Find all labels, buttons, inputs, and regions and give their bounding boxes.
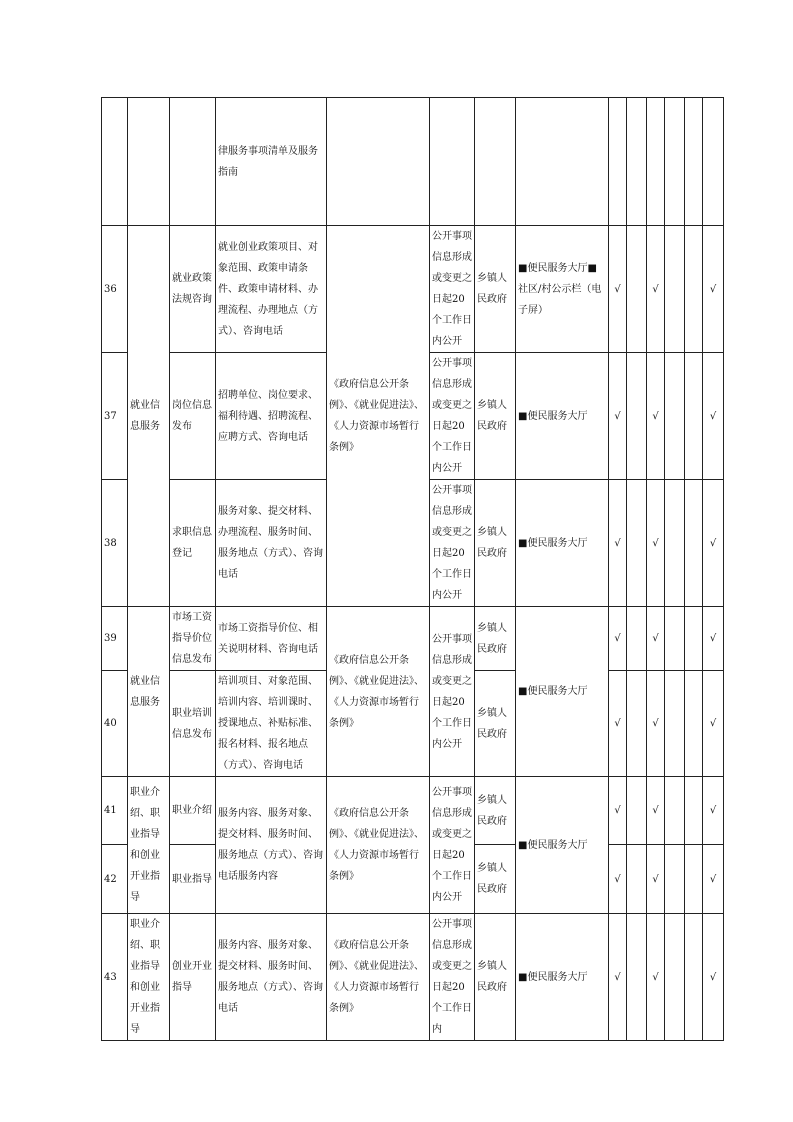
time-cell: 公开事项信息形成或变更之日起20个工作日内公开	[430, 777, 475, 914]
content-cell: 就业创业政策项目、对象范围、政策申请条件、政策申请材料、办理流程、办理地点（方式）、咨询电话	[216, 226, 327, 353]
item-cell: 岗位信息发布	[170, 353, 216, 480]
basis-cell: 《政府信息公开条例》、《就业促进法》、《人力资源市场暂行条例》	[327, 914, 430, 1041]
category-cell: 职业介绍、职业指导和创业开业指导	[128, 777, 170, 914]
channel-cell: ■便民服务大厅	[516, 777, 609, 914]
channel-cell: ■便民服务大厅	[516, 480, 609, 607]
table-row	[102, 777, 724, 845]
time-cell: 公开事项信息形成或变更之日起20个工作日内公开	[430, 226, 475, 353]
table-row	[102, 98, 724, 226]
item-cell: 求职信息登记	[170, 480, 216, 607]
content-cell: 律服务事项清单及服务指南	[216, 98, 327, 226]
channel-cell: ■便民服务大厅	[516, 607, 609, 777]
table-row	[102, 226, 724, 353]
time-cell: 公开事项信息形成或变更之日起20个工作日内	[430, 914, 475, 1041]
check-mark: √	[703, 480, 724, 607]
category-cell: 职业介绍、职业指导和创业开业指导	[128, 914, 170, 1041]
check-mark: √	[647, 607, 665, 671]
no-cell: 43	[102, 914, 128, 1041]
check-mark: √	[703, 777, 724, 845]
channel-cell: ■便民服务大厅	[516, 914, 609, 1041]
check-mark: √	[703, 845, 724, 914]
check-mark: √	[609, 226, 627, 353]
item-cell: 市场工资指导价位信息发布	[170, 607, 216, 671]
subject-cell: 乡镇人民政府	[475, 607, 516, 671]
content-cell: 服务内容、服务对象、提交材料、服务时间、服务地点（方式）、咨询电话	[216, 914, 327, 1041]
subject-cell: 乡镇人民政府	[475, 671, 516, 777]
check-mark: √	[609, 914, 627, 1041]
check-mark: √	[647, 226, 665, 353]
channel-cell: ■便民服务大厅■社区/村公示栏（电子屏）	[516, 226, 609, 353]
basis-cell: 《政府信息公开条例》、《就业促进法》、《人力资源市场暂行条例》	[327, 777, 430, 914]
check-mark: √	[647, 353, 665, 480]
subject-cell: 乡镇人民政府	[475, 914, 516, 1041]
time-cell: 公开事项信息形成或变更之日起20个工作日内公开	[430, 480, 475, 607]
time-cell: 公开事项信息形成或变更之日起20个工作日内公开	[430, 607, 475, 777]
check-mark: √	[609, 480, 627, 607]
no-cell: 40	[102, 671, 128, 777]
no-cell: 39	[102, 607, 128, 671]
check-mark: √	[703, 607, 724, 671]
item-cell: 职业介绍	[170, 777, 216, 845]
category-cell: 就业信息服务	[128, 226, 170, 607]
basis-cell: 《政府信息公开条例》、《就业促进法》、《人力资源市场暂行条例》	[327, 607, 430, 777]
check-mark: √	[647, 914, 665, 1041]
basis-cell: 《政府信息公开条例》、《就业促进法》、《人力资源市场暂行条例》	[327, 226, 430, 607]
channel-cell: ■便民服务大厅	[516, 353, 609, 480]
subject-cell: 乡镇人民政府	[475, 845, 516, 914]
check-mark: √	[609, 607, 627, 671]
check-mark: √	[703, 671, 724, 777]
category-cell	[128, 98, 170, 226]
category-cell: 就业信息服务	[128, 607, 170, 777]
disclosure-table	[101, 97, 724, 1041]
time-cell	[430, 98, 475, 226]
check-mark: √	[647, 480, 665, 607]
content-cell: 服务对象、提交材料、办理流程、服务时间、服务地点（方式）、咨询电话	[216, 480, 327, 607]
basis-cell	[327, 98, 430, 226]
time-cell: 公开事项信息形成或变更之日起20个工作日内公开	[430, 353, 475, 480]
item-cell: 创业开业指导	[170, 914, 216, 1041]
check-mark: √	[703, 353, 724, 480]
check-mark: √	[609, 845, 627, 914]
subject-cell	[475, 98, 516, 226]
table-row	[102, 914, 724, 1041]
content-cell: 市场工资指导价位、相关说明材料、咨询电话	[216, 607, 327, 671]
no-cell: 38	[102, 480, 128, 607]
check-mark: √	[703, 226, 724, 353]
check-mark: √	[703, 914, 724, 1041]
check-mark: √	[647, 671, 665, 777]
content-cell: 培训项目、对象范围、培训内容、培训课时、授课地点、补贴标准、报名材料、报名地点（方式）、咨询电话	[216, 671, 327, 777]
no-cell	[102, 98, 128, 226]
content-cell: 服务内容、服务对象、提交材料、服务时间、服务地点（方式）、咨询电话服务内容	[216, 777, 327, 914]
subject-cell: 乡镇人民政府	[475, 353, 516, 480]
subject-cell: 乡镇人民政府	[475, 226, 516, 353]
no-cell: 37	[102, 353, 128, 480]
check-mark: √	[647, 845, 665, 914]
item-cell: 就业政策法规咨询	[170, 226, 216, 353]
item-cell	[170, 98, 216, 226]
check-mark: √	[609, 353, 627, 480]
table-row	[102, 607, 724, 671]
item-cell: 职业指导	[170, 845, 216, 914]
no-cell: 42	[102, 845, 128, 914]
subject-cell: 乡镇人民政府	[475, 480, 516, 607]
check-mark: √	[609, 777, 627, 845]
no-cell: 36	[102, 226, 128, 353]
check-mark: √	[647, 777, 665, 845]
channel-cell	[516, 98, 609, 226]
item-cell: 职业培训信息发布	[170, 671, 216, 777]
subject-cell: 乡镇人民政府	[475, 777, 516, 845]
no-cell: 41	[102, 777, 128, 845]
content-cell: 招聘单位、岗位要求、福利待遇、招聘流程、应聘方式、咨询电话	[216, 353, 327, 480]
check-mark: √	[609, 671, 627, 777]
